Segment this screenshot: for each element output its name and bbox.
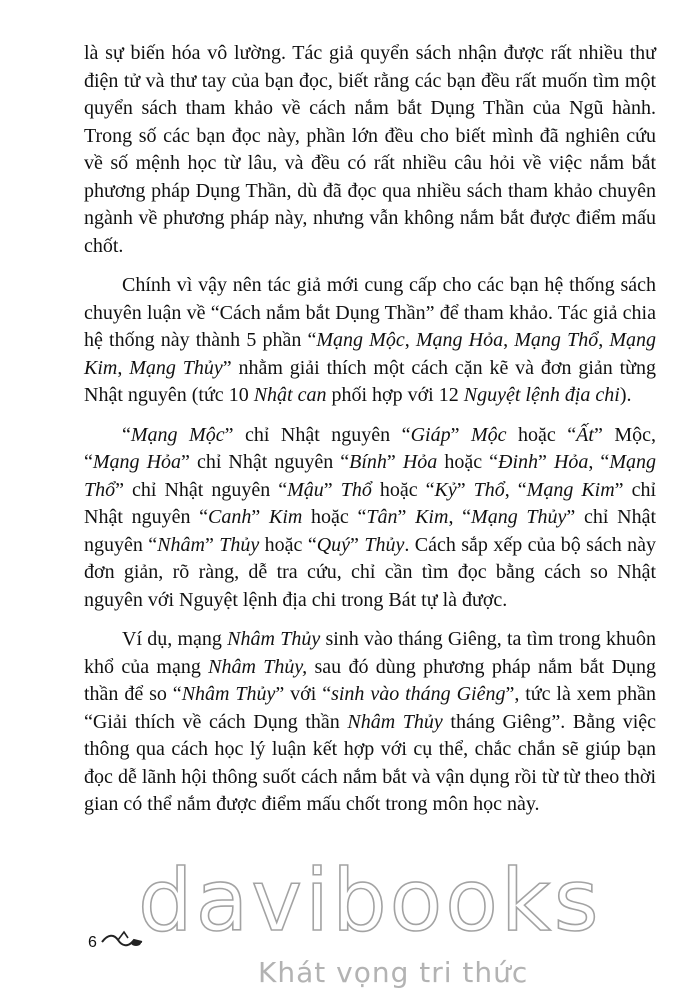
- italic-term: Mậu: [287, 478, 324, 501]
- italic-term: Giáp: [410, 423, 451, 446]
- italic-term: Mạng Thủy: [471, 506, 567, 528]
- italic-term: Nhật can: [253, 384, 327, 406]
- italic-term: Thổ: [473, 478, 505, 501]
- italic-term: Tân: [366, 506, 398, 528]
- italic-term: Mạng Hỏa: [92, 451, 182, 473]
- italic-term: Đinh: [498, 451, 539, 473]
- italic-term: Mạng Thổ: [514, 329, 599, 351]
- italic-term: Thủy: [219, 533, 260, 556]
- watermark-slogan: Khát vọng tri thức: [258, 956, 529, 989]
- italic-term: Nhâm Thủy: [347, 710, 443, 733]
- italic-term: sinh vào tháng Giêng: [331, 683, 506, 705]
- italic-term: Thổ: [340, 478, 372, 501]
- italic-term: Bính: [349, 451, 387, 473]
- italic-term: Kim: [415, 506, 449, 528]
- paragraph: Ví dụ, mạng Nhâm Thủy sinh vào tháng Giêng, ta tìm trong khuôn khổ của mạng Nhâm Thủy, sau đó dùng phương pháp nắm bắt Dụng thần để so “Nhâm Thủy” với “sinh vào tháng Giêng”, tức là xem phần “Giải thích về cách Dụng thần Nhâm Thủy tháng Giêng”. Bằng việc thông qua cách học lý luận kết hợp với cụ thể, chắc chắn sẽ giúp bạn đọc dễ lãnh hội thông suốt cách nắm bắt và vận dụng rồi từ từ theo thời gian có thể nắm được điểm mấu chốt trong môn học này.: [84, 628, 657, 815]
- italic-term: Ất: [576, 423, 594, 446]
- italic-term: Nhâm Thủy: [227, 628, 321, 650]
- italic-term: Mộc: [470, 423, 507, 446]
- italic-term: Hỏa: [553, 451, 589, 473]
- italic-term: Mạng Thổ: [84, 451, 656, 501]
- paragraph: Chính vì vậy nên tác giả mới cung cấp cho các bạn hệ thống sách chuyên luận về “Cách nắm bắt Dụng Thần” để tham khảo. Tác giả chia hệ thống này thành 5 phần “Mạng Mộc, Mạng Hỏa, Mạng Thổ, Mạng Kim, Mạng Thủy” nhằm giải thích một cách cặn kẽ và đơn giản từng Nhật nguyên (tức 10 Nhật can phối hợp với 12 Nguyệt lệnh địa chi).: [84, 274, 657, 406]
- italic-term: Hỏa: [402, 451, 438, 473]
- italic-term: Quý: [316, 533, 351, 556]
- italic-term: Thủy: [364, 533, 405, 556]
- italic-term: Mạng Hỏa: [415, 329, 504, 351]
- paragraph: là sự biến hóa vô lường. Tác giả quyển sách nhận được rất nhiều thư điện tử và thư tay của bạn đọc, biết rằng các bạn đều rất muốn tìm một quyển sách tham khảo về cách nắm bắt Dụng Thần của Ngũ hành. Trong số các bạn đọc này, phần lớn đều cho biết mình đã nghiên cứu về số mệnh học từ lâu, và đều có rất nhiều câu hỏi về việc nắm bắt phương pháp Dụng Thần, dù đã đọc qua nhiều sách tham khảo chuyên ngành về phương pháp này, nhưng vẫn không nắm bắt được điểm mấu chốt.: [84, 42, 656, 257]
- paragraph: “Mạng Mộc” chỉ Nhật nguyên “Giáp” Mộc hoặc “Ất” Mộc, “Mạng Hỏa” chỉ Nhật nguyên “Bính” Hỏa hoặc “Đinh” Hỏa, “Mạng Thổ” chỉ Nhật nguyên “Mậu” Thổ hoặc “Kỷ” Thổ, “Mạng Kim” chỉ Nhật nguyên “Canh” Kim hoặc “Tân” Kim, “Mạng Thủy” chỉ Nhật nguyên “Nhâm” Thủy hoặc “Quý” Thủy. Cách sắp xếp của bộ sách này đơn giản, rõ ràng, dễ tra cứu, chỉ cần tìm đọc bằng cách so Nhật nguyên với Nguyệt lệnh địa chi trong Bát tự là được.: [84, 423, 656, 611]
- italic-term: Kim: [268, 506, 303, 528]
- italic-term: Kỷ: [434, 478, 457, 501]
- page-body: [84, 40, 656, 831]
- page-number: 6: [88, 934, 97, 951]
- watermark-logo: davibooks: [138, 851, 602, 951]
- italic-term: Mạng Mộc: [316, 329, 405, 351]
- italic-term: Nguyệt lệnh địa chi: [463, 384, 620, 406]
- italic-term: Canh: [208, 506, 252, 528]
- italic-term: Mạng Kim: [526, 478, 615, 501]
- italic-term: Nhâm: [157, 533, 205, 556]
- italic-term: Mạng Mộc: [130, 423, 225, 446]
- italic-term: Nhâm Thủy,: [208, 655, 308, 678]
- italic-term: Nhâm Thủy: [181, 683, 276, 705]
- italic-term: Mạng Thủy: [129, 356, 223, 379]
- italic-term: Mạng Kim: [84, 329, 657, 379]
